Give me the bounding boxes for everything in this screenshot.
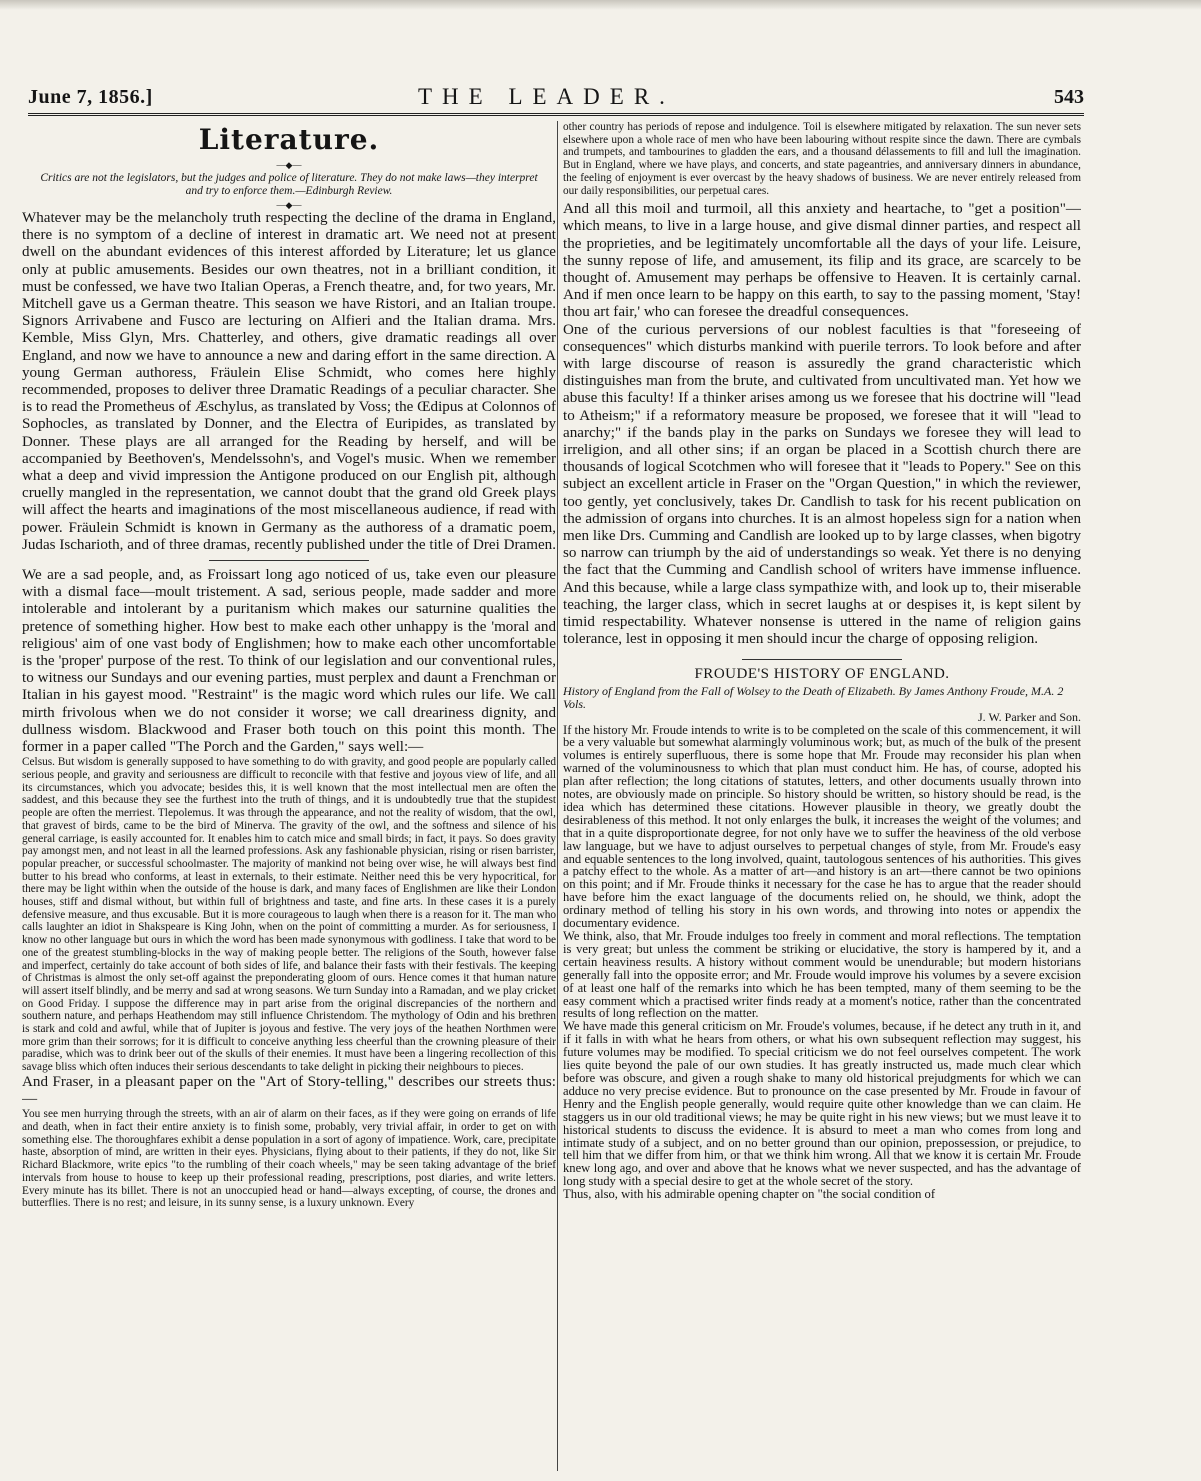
ornament-divider: —◆— (276, 160, 302, 170)
ornament-divider: —◆— (276, 200, 302, 210)
header-title: THE LEADER. (418, 84, 675, 109)
publisher: J. W. Parker and Son. (978, 709, 1081, 724)
scan-edge (0, 0, 1201, 10)
review-paragraph: We think, also, that Mr. Froude indulges too freely in comment and moral reflections. The temptation is very great; but unless the comment be striking or elucidative, the story is hampered by it, and a certain heaviness results. A history without comment would be unendurable; but modern historians generally fall into the opposite error; and Mr. Froude would improve his volumes by a severe excision of at least one half of the remarks into which he has been tempted, many of them seeming to be the easy comment which a practised writer finds ready at a moment's notice, rather than the concentrated results of long reflection on the matter. (563, 929, 1081, 1021)
column-divider (557, 121, 558, 1471)
article-paragraph: And Fraser, in a pleasant paper on the "Art of Story-telling," describes our streets thus:— (22, 1073, 556, 1108)
quoted-passage-continued: other country has periods of repose and indulgence. Toil is elsewhere mitigated by relaxation. The sun never sets elsewhere upon a whole race of men who have been labouring without respite since the dawn. There are cymbals and trumpets, and tambourines to gladden the ears, and a thousand délassements to fill and lull the imagination. But in England, where we have plays, and concerts, and state pageantries, and anniversary dinners in abundance, the feeling of enjoyment is ever overcast by the heavy shadows of business. We are never entirely released from our daily responsibilities, our perpetual cares. (563, 121, 1081, 197)
quoted-passage: You see men hurrying through the streets, with an air of alarm on their faces, as if they were going on errands of life and death, when in fact their entire anxiety is to finish some, probably, very trivial affair, in order to get on with something else. The thoroughfares exhibit a dense population in a sort of agony of impatience. Work, care, precipitate haste, absorption of mind, are written in their eyes. Physicians, flying about to their patients, if they do not, like Sir Richard Blackmore, write epics "to the rumbling of their coach wheels," may be seen taking advantage of the brief intervals from house to house to keep up their professional reading, prescriptions, post diaries, and write letters. Every minute has its billet. There is not an unoccupied head or hand—always excepting, of course, the drones and butterflies. There is no rest; and leisure, in its sunny sense, is a luxury unknown. Every (22, 1108, 556, 1210)
article-paragraph: Whatever may be the melancholy truth respecting the decline of the drama in England, there is no symptom of a decline of interest in dramatic art. We need not at present dwell on the abundant evidences of this interest afforded by Literature; let us glance only at public amusements. Besides our own theatres, not in a brilliant condition, it must be confessed, we have two Italian Operas, a French theatre, and, for two years, Mr. Mitchell gave us a German theatre. This season we have Ristori, and an Italian troupe. Signors Arrivabene and Fusco are lecturing on Alfieri and the Italian drama. Mrs. Kemble, Miss Glyn, Mrs. Chatterley, and others, give dramatic readings all over England, and now we have to announce a new and daring effort in the same direction. A young German authoress, Fräulein Elise Schmidt, who comes here highly recommended, proposes to deliver three Dramatic Readings of a peculiar character. She is to read the Prometheus of Æschylus, as translated by Voss; the Œdipus at Colonnos of Sophocles, as translated by Donner, and the Electra of Euripides, as translated by Donner. These plays are all arranged for the Reading by herself, and will be accompanied by Beethoven's, Mendelssohn's, and Vogel's music. When we remember what a deep and vivid impression the Antigone produced on our English pit, although cruelly mangled in the representation, we cannot doubt that the grand old Greek plays will affect the hearts and imaginations of the most miscellaneous audience, if read with power. Fräulein Schmidt is known in Germany as the authoress of a dramatic poem, Judas Ischarioth, and of three dramas, recently published under the title of Drei Dramen. (22, 210, 556, 553)
review-paragraph: Thus, also, with his admirable opening chapter on "the social condition of (563, 1187, 936, 1202)
header-page-number: 543 (1054, 86, 1084, 108)
literature-heading: Literature. (198, 123, 380, 156)
review-paragraph: If the history Mr. Froude intends to write is to be completed on the scale of this commencement, it will be a very valuable but somewhat alarmingly voluminous work; but, as much of the bulk of the present volumes is entirely superfluous, there is some hope that Mr. Froude may reconsider his plan when warned of the voluminousness to which that plan must conduct him. He has, of course, adopted his plan after reflection; the long citations of statutes, letters, and other documents usually thrown into notes, are obviously made on principle. So history should be written, so history should be read, is the idea which has determined these citations. However plausible in theory, we greatly doubt the desirableness of this method. It not only enlarges the bulk, it increases the weight of the volumes; and that in a quite disproportionate degree, for not only have we to suffer the heaviness of the old verbose law language, but we have to adjust ourselves to perpetual changes of style, from Mr. Froude's easy and equable sentences to the long involved, quaint, tautologous sentences of his authorities. This gives a patchy effect to the whole. As a matter of art—and history is an art—there cannot be two opinions on this point; and if Mr. Froude thinks it necessary for the case he has to argue that the reader should have before him the exact language of the documents relied on, he should, we think, adopt the ordinary method of telling his story in his own words, and throwing into notes or appendix the documentary evidence. (563, 722, 1081, 931)
publisher-line (563, 711, 1081, 724)
froude-heading: FROUDE'S HISTORY OF ENGLAND. (694, 665, 950, 682)
book-details: History of England from the Fall of Wolsey to the Death of Elizabeth. By James Anthony Froude, M.A. 2 Vols. (563, 683, 1064, 711)
header-date: June 7, 1856.] (28, 86, 153, 108)
right-column (563, 121, 1081, 1473)
header-rule (28, 113, 1084, 119)
review-paragraph: We have made this general criticism on Mr. Froude's volumes, because, if he detect any truth in it, and if it falls in with what he hears from others, or what his own subsequent reflection may suggest, his future volumes may be modified. To special criticism we do not feel ourselves competent. The work lies quite beyond the pale of our own studies. It has greatly instructed us, made much clear which before was obscure, and given a rough shake to many old historical prejudgments for which we can adduce no very precise evidence. But to pronounce on the case presented by Mr. Froude in favour of Henry and the English people generally, would require quite other knowledge than we can claim. He staggers us in our old traditional views; he may be quite right in his new views; but we must leave it to historical students to discuss the evidence. It is absurd to meet a man who comes from long and intimate study of a subject, and on no better ground than our opinion, prepossession, or prejudice, to tell him that we differ from him, or that we think him wrong. All that we know it is certain Mr. Froude knew long ago, and over and above that he knows what we never suspected, and has the advantage of long study with a special desire to get at the whole secret of the story. (563, 1019, 1081, 1189)
article-paragraph: We are a sad people, and, as Froissart long ago noticed of us, take even our pleasure with a dismal face—moult tristement. A sad, serious people, made sadder and more intolerable and intolerant by a puritanism which makes our saturnine qualities the pretence of something higher. How best to make each other unhappy is the 'moral and religious' aim of one vast body of Englishmen; how to make each other uncomfortable is the 'proper' purpose of the rest. To think of our legislation and our conventional rules, to witness our Sundays and our evening parties, must perplex and daunt a Frenchman or Italian in his gayest mood. "Restraint" is the magic word which rules our life. We call mirth frivolous when we do not consider it worse; we call dreariness dignity, and dullness wisdom. Blackwood and Fraser both touch on this point this month. The former in a paper called "The Porch and the Garden," says well:— (22, 567, 556, 756)
left-column (22, 121, 556, 1473)
article-paragraph: And all this moil and turmoil, all this anxiety and heartache, to "get a position"—which means, to live in a large house, and give dismal dinner parties, and respect all the proprieties, and be legitimately uncomfortable all the days of your life. Leisure, the sunny repose of life, and amusement, its filip and its grace, are scarcely to be thought of. Amusement may perhaps be offensive to Heaven. It is certainly carnal. And if men once learn to be happy on this earth, to say to the passing moment, 'Stay! thou art fair,' who can foresee the dreadful consequences. (563, 201, 1081, 321)
article-paragraph: One of the curious perversions of our noblest faculties is that "foreseeing of consequences" which disturbs mankind with puerile terrors. To look before and after with large discourse of reason is assuredly the grand characteristic which distinguishes man from the brute, and cultivated from uncultivated man. Yet how we abuse this faculty! If a thinker arises among us we foresee that his doctrine will "lead to Atheism;" if a reformatory measure be proposed, we foresee that it will "lead to anarchy;" if the bands play in the parks on Sundays we foresee they will lead to irreligion, and all other sins; if an organ be placed in a Scottish church there are thousands of logical Scotchmen who will foresee that it "leads to Popery." See on this subject an excellent article in Fraser on the "Organ Question," in which the reviewer, too gently, yet conclusively, takes Dr. Candlish to task for his recent publication on the admission of organs into churches. It is an almost hopeless sign for a nation when men like Drs. Cumming and Candlish are looked up to by large classes, when bigotry so narrow can triumph by the aid of understandings so weak. Yet there is no denying the fact that the Cumming and Candlish school of writers have immense influence. And this because, while a large class sympathize with, and look up to, their miserable teaching, the larger class, which in secret laughs at or despises it, is kept silent by timid respectability. Whatever nonsense is uttered in the name of religion gains tolerance, lest in opposing it men should incur the charge of opposing religion. (563, 321, 1081, 648)
section-rule (209, 560, 369, 561)
page-header (28, 82, 1084, 112)
section-rule (742, 659, 902, 660)
literature-motto: Critics are not the legislators, but the judges and police of literature. They do not make laws—they interpret and try to enforce them.—Edinburgh Review. (40, 172, 538, 197)
quoted-passage: Celsus. But wisdom is generally supposed to have something to do with gravity, and good people are popularly called serious people, and gravity and seriousness are difficult to reconcile with that festive and joyous view of life, and all its circumstances, which you advocate; besides this, it is well known that the most intellectual men are often the saddest, and this because they see the furthest into the truth of things, and it is undoubtedly true that the stupidest people are often the merriest. Tlepolemus. It was through the appearance, and not the reality of wisdom, that the owl, that gravest of birds, came to be the bird of Minerva. The gravity of the owl, and the softness and silence of his general carriage, is easily accounted for. It enables him to catch mice and small birds; in fact, it pays. So does gravity pay amongst men, and not least in all the learned professions. Ask any fashionable physician, rising or risen barrister, popular preacher, or successful schoolmaster. The majority of mankind not being over wise, he will always best find butter to his bread who conforms, at least in externals, to their estimate. Neither need this be very hypocritical, for there may be light within when the outside of the house is dark, and many faces of Englishmen are like their London houses, stiff and dismal without, but within full of brightness and taste, and fine arts. In these cases it is a purely defensive measure, and thus excusable. But it is more courageous to laugh when there is a reason for it. The man who calls laughter an idiot in Shakspeare is King John, when on the point of committing a murder. As for seriousness, I know no other language but ours in which the word has been made synonymous with godliness. I take that word to be one of the greatest stumbling-blocks in the way of making people better. The religions of the South, however false and imperfect, certainly do take account of both sides of life, and balance their fasts with their festivals. The keeping of Christmas is almost the only set-off against the preponderating gloom of ours. Hence comes it that human nature will assert itself blindly, and be merry and sad at wrong seasons. We turn Sunday into a Ramadan, and we play cricket on Good Friday. I suppose the difference may in part arise from the original discrepancies of the northern and southern nature, and perhaps Heathendom may still influence Christendom. The mythology of Odin and his brethren is stark and cold and awful, while that of Jupiter is joyous and festive. The very joys of the heathen Northmen were more grim than their sorrows; for it is difficult to conceive anything less cheerful than the crowning pleasure of their paradise, which was to drink beer out of the skulls of their enemies. It must have been a lingering recollection of this savage bliss which often induces their serious descendants to take delight in picking their neighbours to pieces. (22, 756, 556, 1074)
